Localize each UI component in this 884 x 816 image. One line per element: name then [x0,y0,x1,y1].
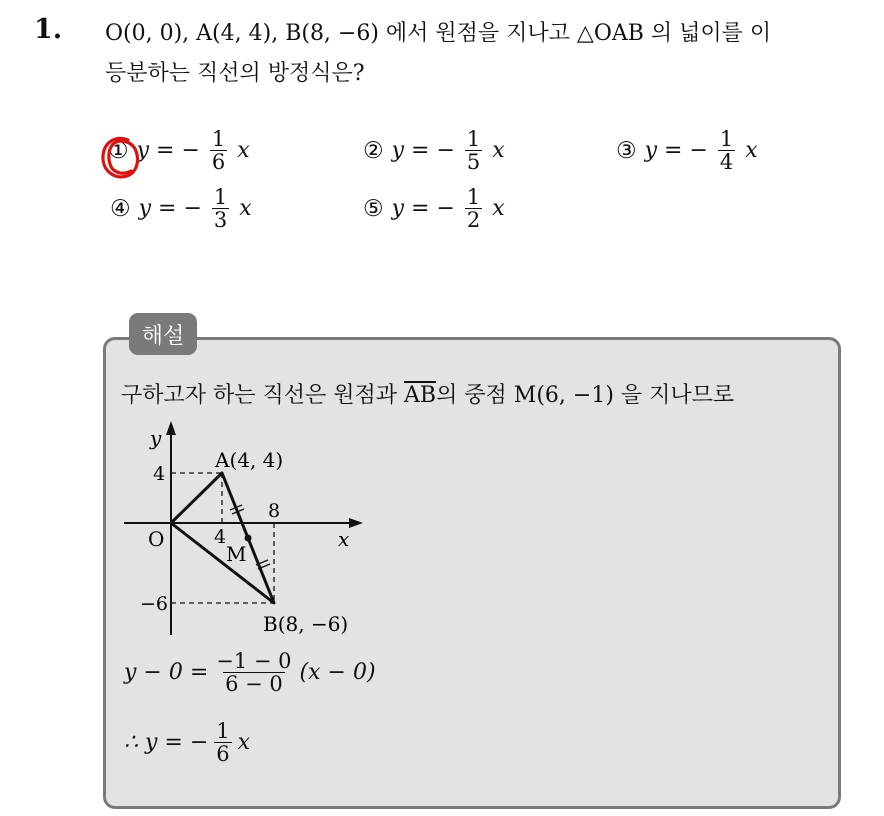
choice-1-num: 1 [211,127,226,151]
point-a-label: A(4, 4) [215,448,284,472]
tick-x-8: 8 [268,500,281,522]
choice-2-var: x [492,138,505,164]
conclusion-den: 6 [216,742,230,767]
choice-2-num: 1 [466,127,481,151]
conclusion-equation [124,720,250,765]
question-text-line-1: O(0, 0), A(4, 4), B(8, −6) 에서 원점을 지나고 △OAB 의 넓이를 이 [105,21,772,46]
choice-2-fraction [465,128,482,173]
conclusion-lhs: ∴ y = − [124,730,209,756]
choice-5-lhs: y = − [391,196,455,222]
choice-3-fraction [718,128,735,173]
choice-4-den: 3 [213,208,228,233]
choice-4-lhs: y = − [138,196,202,222]
origin-label: O [148,527,165,551]
choice-4-mark: ④ [110,195,131,222]
midpoint-m [245,535,252,542]
y-axis-arrow [166,421,176,435]
choice-1-var: x [237,138,250,164]
choice-2-den: 5 [466,150,481,175]
x-axis-arrow [349,518,363,528]
conclusion-num: 1 [216,719,230,743]
question-text-line-2: 등분하는 직선의 방정식은? [105,61,365,86]
choice-5[interactable] [363,186,505,231]
point-b-label: B(8, −6) [263,612,349,636]
point-m-label: M [226,542,247,566]
tick-y-neg6: −6 [140,593,169,615]
solution-tab: 해설 [129,313,197,355]
choice-2-mark: ② [363,137,384,164]
slope-eq-rhs: (x − 0) [299,660,376,686]
choice-2-lhs: y = − [391,138,455,164]
tick-x-4: 4 [214,526,227,548]
slope-num: −1 − 0 [216,649,292,673]
choice-1-mark: ① [108,137,129,164]
choice-4-fraction [212,186,229,231]
triangle-graph [120,415,380,645]
choice-3[interactable] [616,128,758,173]
choice-1-den: 6 [211,150,226,175]
choice-5-mark: ⑤ [363,195,384,222]
choice-5-num: 1 [466,185,481,209]
solution-line-1 [121,378,734,409]
choice-3-num: 1 [719,127,734,151]
choice-4-num: 1 [213,185,228,209]
choice-5-den: 2 [466,208,481,233]
x-axis-label: x [338,527,350,551]
tick-y-4: 4 [153,463,166,485]
conclusion-var: x [237,730,251,756]
slope-fraction [214,650,293,695]
choice-4[interactable] [110,186,252,231]
choice-5-var: x [492,196,505,222]
segment-ab: $\overline{AB}$ [404,383,437,408]
solution-line-1-b: 의 중점 M(6, −1) 을 지나므로 [436,383,735,408]
choice-4-var: x [239,196,252,222]
solution-line-1-a: 구하고자 하는 직선은 원점과 [121,383,404,408]
slope-equation [124,650,376,695]
slope-eq-lhs: y − 0 = [124,660,209,686]
choice-1-lhs: y = − [136,138,200,164]
answer-circle-mark [98,134,144,184]
choice-3-den: 4 [719,150,734,175]
y-axis-label: y [150,426,162,450]
choice-3-lhs: y = − [644,138,708,164]
choice-5-fraction [465,186,482,231]
question-number: 1. [34,14,63,45]
slope-den: 6 − 0 [225,672,283,697]
conclusion-fraction [214,720,231,765]
choice-1-fraction [210,128,227,173]
choice-3-var: x [745,138,758,164]
choice-3-mark: ③ [616,137,637,164]
choice-2[interactable] [363,128,505,173]
